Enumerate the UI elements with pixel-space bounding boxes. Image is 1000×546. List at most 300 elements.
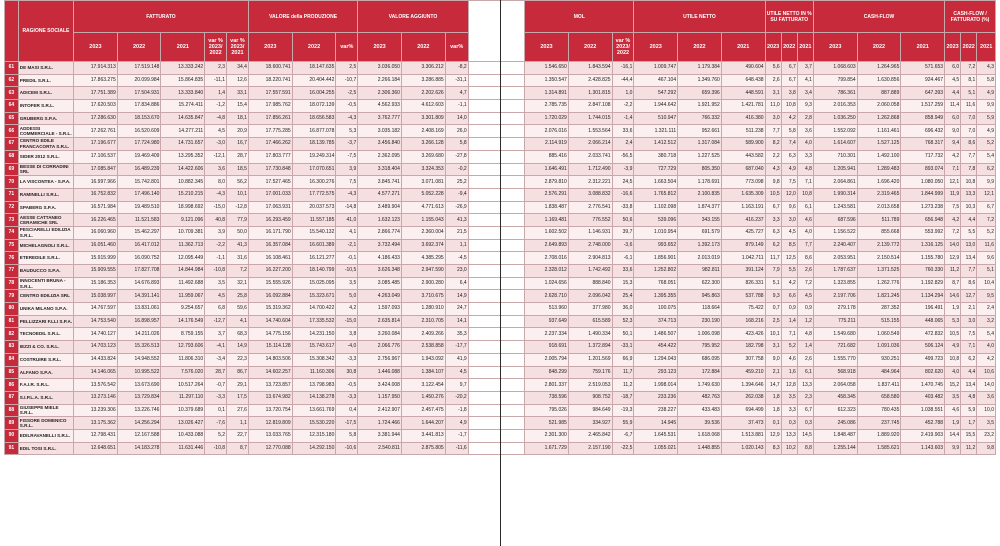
value-cell: 1.644.207 bbox=[401, 417, 445, 430]
value-cell: 7,7 bbox=[961, 150, 977, 163]
value-cell: 888.840 bbox=[568, 277, 612, 290]
value-cell: 2.060.058 bbox=[857, 100, 901, 113]
header-cash-flow: CASH-FLOW bbox=[813, 1, 944, 33]
company-name-cell: CENTRO EDILIZIA SRL bbox=[18, 290, 73, 303]
value-cell: 5,8 bbox=[445, 138, 468, 151]
value-cell: 1.042.711 bbox=[721, 252, 765, 265]
value-cell: 1.143.603 bbox=[901, 442, 945, 455]
value-cell: 14,5 bbox=[797, 429, 813, 442]
value-cell: 25,4 bbox=[612, 290, 634, 303]
value-cell: 2,2 bbox=[765, 150, 781, 163]
value-cell: 1.749.630 bbox=[678, 379, 722, 392]
value-cell: 612.323 bbox=[813, 404, 857, 417]
value-cell: 343.155 bbox=[678, 214, 722, 227]
company-name-cell: CENTRO EDILE FRANCACORTA S.R.L. bbox=[18, 138, 73, 151]
value-cell: 937.649 bbox=[525, 315, 569, 328]
value-cell: 3.456.840 bbox=[358, 138, 402, 151]
value-cell: -26,9 bbox=[445, 201, 468, 214]
value-cell: 13,0 bbox=[961, 239, 977, 252]
value-cell: 1.645.531 bbox=[634, 429, 678, 442]
value-cell: 615.589 bbox=[568, 315, 612, 328]
value-cell: 6,8 bbox=[205, 303, 227, 316]
value-cell: 4,5 bbox=[205, 290, 227, 303]
page-gutter bbox=[468, 366, 524, 379]
value-cell: 984.649 bbox=[568, 404, 612, 417]
value-cell: -1,4 bbox=[612, 112, 634, 125]
value-cell: 1.252.802 bbox=[634, 265, 678, 278]
value-cell: 3.732.494 bbox=[358, 239, 402, 252]
value-cell: 403.482 bbox=[901, 391, 945, 404]
value-cell: 443.582 bbox=[721, 150, 765, 163]
value-cell: 1.009.747 bbox=[634, 62, 678, 75]
value-cell: 8.759.155 bbox=[161, 328, 205, 341]
value-cell: 14.183.278 bbox=[117, 442, 161, 455]
value-cell: 3,6 bbox=[977, 391, 996, 404]
value-cell: 2,1 bbox=[765, 366, 781, 379]
value-cell: 3,9 bbox=[336, 163, 358, 176]
rank-cell: 77 bbox=[5, 265, 19, 278]
value-cell: 448.065 bbox=[901, 315, 945, 328]
rank-cell: 76 bbox=[5, 252, 19, 265]
value-cell: -10,8 bbox=[205, 442, 227, 455]
value-cell: 1,4 bbox=[797, 341, 813, 354]
value-cell: 16.004.255 bbox=[292, 87, 336, 100]
value-cell: 982.811 bbox=[678, 265, 722, 278]
company-name-cell: SIDER 2012 S.R.L. bbox=[18, 150, 73, 163]
value-cell: 686.095 bbox=[678, 353, 722, 366]
value-cell: 2.519.053 bbox=[568, 379, 612, 392]
value-cell: -12,7 bbox=[205, 315, 227, 328]
value-cell: 11,2 bbox=[961, 442, 977, 455]
value-cell: 659.396 bbox=[678, 87, 722, 100]
value-cell: 196.491 bbox=[901, 303, 945, 316]
value-cell: 4.385.295 bbox=[401, 252, 445, 265]
value-cell: 2.096.042 bbox=[568, 290, 612, 303]
sub-header: 2022 bbox=[961, 33, 977, 62]
value-cell: 10,2 bbox=[781, 442, 797, 455]
page-gutter bbox=[468, 353, 524, 366]
value-cell: -2,1 bbox=[336, 239, 358, 252]
value-cell: 3,5 bbox=[336, 277, 358, 290]
value-cell: 1.169.481 bbox=[525, 214, 569, 227]
value-cell: 760.330 bbox=[901, 265, 945, 278]
value-cell: 14,7 bbox=[765, 379, 781, 392]
value-cell: 20.099.984 bbox=[117, 74, 161, 87]
value-cell: 15,2 bbox=[945, 379, 961, 392]
value-cell: 1,0 bbox=[612, 87, 634, 100]
value-cell: 168.216 bbox=[721, 315, 765, 328]
value-cell: 924.467 bbox=[901, 74, 945, 87]
value-cell: 16.300.276 bbox=[292, 176, 336, 189]
value-cell: 11.631.446 bbox=[161, 442, 205, 455]
page-gutter bbox=[468, 112, 524, 125]
value-cell: 1.060.549 bbox=[857, 328, 901, 341]
value-cell: 2.866.774 bbox=[358, 226, 402, 239]
value-cell: 16.571.984 bbox=[74, 201, 118, 214]
value-cell: 10,0 bbox=[977, 404, 996, 417]
value-cell: 727.729 bbox=[634, 163, 678, 176]
value-cell: 15.915.999 bbox=[74, 252, 118, 265]
value-cell: 17.196.677 bbox=[74, 138, 118, 151]
header-valore-aggiunto: VALORE AGGIUNTO bbox=[358, 1, 468, 33]
company-name-cell: LA VISCONTEA - S.P.A. bbox=[18, 176, 73, 189]
company-name-cell: FISSORE DOMENICO S.R.L. bbox=[18, 417, 73, 430]
value-cell: 696.432 bbox=[901, 125, 945, 138]
value-cell: 9,7 bbox=[445, 379, 468, 392]
header-mol: MOL bbox=[525, 1, 634, 33]
rank-cell: 84 bbox=[5, 353, 19, 366]
value-cell: 1.724.466 bbox=[358, 417, 402, 430]
value-cell: 9,5 bbox=[977, 290, 996, 303]
value-cell: 1.671.729 bbox=[525, 442, 569, 455]
value-cell: 1.421.781 bbox=[721, 100, 765, 113]
value-cell: 4,2 bbox=[945, 150, 961, 163]
value-cell: 2.457.475 bbox=[401, 404, 445, 417]
value-cell: 6,7 bbox=[797, 404, 813, 417]
value-cell: 1.392.173 bbox=[678, 239, 722, 252]
value-cell: 29,1 bbox=[227, 379, 249, 392]
value-cell: 945.863 bbox=[678, 290, 722, 303]
value-cell: -12,1 bbox=[205, 150, 227, 163]
value-cell: 1.597.093 bbox=[358, 303, 402, 316]
header-utile-netto: UTILE NETTO bbox=[634, 1, 765, 33]
value-cell: 23,2 bbox=[977, 429, 996, 442]
value-cell: 4.612.603 bbox=[401, 100, 445, 113]
value-cell: -0,1 bbox=[336, 252, 358, 265]
value-cell: 2.875.805 bbox=[401, 442, 445, 455]
value-cell: 2,4 bbox=[977, 303, 996, 316]
value-cell: 287.352 bbox=[857, 303, 901, 316]
value-cell: 14.277.211 bbox=[161, 125, 205, 138]
value-cell: 2.801.337 bbox=[525, 379, 569, 392]
value-cell: 2.847.108 bbox=[568, 100, 612, 113]
value-cell: 1.010.954 bbox=[634, 226, 678, 239]
value-cell: 2.748.000 bbox=[568, 239, 612, 252]
value-cell: 3.036.050 bbox=[358, 62, 402, 75]
value-cell: 22,7 bbox=[227, 429, 249, 442]
value-cell: 2,6 bbox=[765, 74, 781, 87]
value-cell: -1,1 bbox=[445, 100, 468, 113]
value-cell: 7,0 bbox=[961, 112, 977, 125]
value-cell: 4.562.933 bbox=[358, 100, 402, 113]
value-cell: 238.227 bbox=[634, 404, 678, 417]
rank-cell: 65 bbox=[5, 112, 19, 125]
company-name-cell: UNIKA MILANO S.P.A. bbox=[18, 303, 73, 316]
value-cell: 374.713 bbox=[634, 315, 678, 328]
sub-header: 2023 bbox=[945, 33, 961, 62]
value-cell: 0,1 bbox=[765, 417, 781, 430]
value-cell: 3,5 bbox=[205, 277, 227, 290]
value-cell: 55,9 bbox=[612, 417, 634, 430]
value-cell: 1.091.036 bbox=[857, 341, 901, 354]
value-cell: 1.614.607 bbox=[813, 138, 857, 151]
value-cell: 75.422 bbox=[721, 303, 765, 316]
value-cell: 10,6 bbox=[977, 366, 996, 379]
value-cell: 17.730.848 bbox=[248, 163, 292, 176]
company-name-cell: BAUDUCCO S.P.A. bbox=[18, 265, 73, 278]
value-cell: 12.798.431 bbox=[74, 429, 118, 442]
value-cell: 8,1 bbox=[961, 74, 977, 87]
value-cell: 41,3 bbox=[227, 239, 249, 252]
rank-cell: 71 bbox=[5, 188, 19, 201]
value-cell: 776.552 bbox=[568, 214, 612, 227]
value-cell: 15.530.220 bbox=[292, 417, 336, 430]
header-fatturato: FATTURATO bbox=[74, 1, 249, 33]
value-cell: 18,1 bbox=[227, 112, 249, 125]
value-cell: 233.236 bbox=[634, 391, 678, 404]
value-cell: 1.848.487 bbox=[813, 429, 857, 442]
value-cell: 3.088.832 bbox=[568, 188, 612, 201]
value-cell: 21,5 bbox=[445, 226, 468, 239]
value-cell: -0,2 bbox=[445, 163, 468, 176]
value-cell: 9.121.096 bbox=[161, 214, 205, 227]
sub-header: 2021 bbox=[901, 33, 945, 62]
page-gutter bbox=[468, 214, 524, 227]
value-cell: 511.789 bbox=[857, 214, 901, 227]
value-cell: 13.798.983 bbox=[292, 379, 336, 392]
rank-cell: 87 bbox=[5, 391, 19, 404]
value-cell: 307.758 bbox=[721, 353, 765, 366]
value-cell: 6,1 bbox=[797, 366, 813, 379]
value-cell: 100.075 bbox=[634, 303, 678, 316]
value-cell: 1.321.111 bbox=[634, 125, 678, 138]
value-cell: 537.788 bbox=[721, 290, 765, 303]
page-gutter bbox=[468, 265, 524, 278]
value-cell: 2.576.291 bbox=[525, 188, 569, 201]
company-name-cell: PREDIL S.R.L. bbox=[18, 74, 73, 87]
value-cell: 7,0 bbox=[961, 125, 977, 138]
value-cell: 3,3 bbox=[781, 404, 797, 417]
value-cell: 14,4 bbox=[945, 429, 961, 442]
value-cell: 553.992 bbox=[901, 226, 945, 239]
value-cell: 4,2 bbox=[781, 277, 797, 290]
value-cell: 1,8 bbox=[765, 391, 781, 404]
value-cell: 18.220.741 bbox=[248, 74, 292, 87]
sub-header: var % 2023/ 2022 bbox=[612, 33, 634, 62]
value-cell: 1.486.507 bbox=[634, 328, 678, 341]
value-cell: 1.720.029 bbox=[525, 112, 569, 125]
value-cell: 1.527.125 bbox=[857, 138, 901, 151]
value-cell: 17.620.503 bbox=[74, 100, 118, 113]
company-name-cell: S.I.P.L.A. S.R.L. bbox=[18, 391, 73, 404]
value-cell: 14,1 bbox=[445, 315, 468, 328]
value-cell: -4,3 bbox=[336, 112, 358, 125]
value-cell: -3,3 bbox=[336, 353, 358, 366]
company-name-cell: ADDESSI COMMERCIALE - S.R.L. bbox=[19, 125, 72, 137]
value-cell: 3,0 bbox=[765, 112, 781, 125]
value-cell: 15.323.671 bbox=[292, 290, 336, 303]
value-cell: 4,1 bbox=[797, 74, 813, 87]
value-cell: 3,0 bbox=[781, 214, 797, 227]
value-cell: 1,7 bbox=[961, 417, 977, 430]
value-cell: 11.557.185 bbox=[292, 214, 336, 227]
value-cell: 39,7 bbox=[612, 226, 634, 239]
value-cell: 14.700.422 bbox=[292, 303, 336, 316]
rank-header bbox=[5, 1, 19, 62]
page-gutter bbox=[468, 150, 524, 163]
page-gutter bbox=[468, 239, 524, 252]
value-cell: 1,6 bbox=[781, 366, 797, 379]
value-cell: 2.076.016 bbox=[525, 125, 569, 138]
page-gutter bbox=[468, 188, 524, 201]
value-cell: 4,5 bbox=[445, 366, 468, 379]
value-cell: 4,1 bbox=[227, 315, 249, 328]
value-cell: 35,3 bbox=[445, 328, 468, 341]
value-cell: 12.167.588 bbox=[117, 429, 161, 442]
value-cell: 6,2 bbox=[765, 239, 781, 252]
value-cell: -4,0 bbox=[336, 341, 358, 354]
value-cell: 1.787.637 bbox=[813, 265, 857, 278]
value-cell: 448.591 bbox=[721, 87, 765, 100]
value-cell: 4,8 bbox=[797, 163, 813, 176]
value-cell: -1,2 bbox=[205, 100, 227, 113]
value-cell: 571.653 bbox=[901, 62, 945, 75]
value-cell: 19.489.510 bbox=[117, 201, 161, 214]
value-cell: 10,5 bbox=[945, 328, 961, 341]
value-cell: 7,5 bbox=[945, 201, 961, 214]
value-cell: 16.417.012 bbox=[117, 239, 161, 252]
value-cell: 14.635.847 bbox=[161, 112, 205, 125]
value-cell: 2.197.706 bbox=[813, 290, 857, 303]
value-cell: -10,7 bbox=[336, 74, 358, 87]
value-cell: 6,7 bbox=[765, 201, 781, 214]
value-cell: 7,1 bbox=[797, 176, 813, 189]
rank-cell: 79 bbox=[5, 290, 19, 303]
value-cell: 16.293.459 bbox=[248, 214, 292, 227]
value-cell: 23,0 bbox=[445, 265, 468, 278]
value-cell: 773.098 bbox=[721, 176, 765, 189]
value-cell: 780.435 bbox=[857, 404, 901, 417]
value-cell: 16.601.389 bbox=[292, 239, 336, 252]
sub-header: 2021 bbox=[977, 33, 996, 62]
value-cell: 34,4 bbox=[227, 62, 249, 75]
value-cell: 14.391.141 bbox=[117, 290, 161, 303]
value-cell: 3.286.885 bbox=[401, 74, 445, 87]
value-cell: 17.070.651 bbox=[292, 163, 336, 176]
value-cell: 14.740.127 bbox=[74, 328, 118, 341]
page-gutter bbox=[468, 252, 524, 265]
value-cell: 6,0 bbox=[945, 112, 961, 125]
page-gutter bbox=[468, 277, 524, 290]
value-cell: 18.139.785 bbox=[292, 138, 336, 151]
value-cell: 1,1 bbox=[445, 239, 468, 252]
value-cell: 15.319.362 bbox=[248, 303, 292, 316]
value-cell: 17.085.847 bbox=[74, 163, 118, 176]
value-cell: 50,0 bbox=[227, 226, 249, 239]
value-cell: -4,3 bbox=[336, 188, 358, 201]
value-cell: 16.877.078 bbox=[292, 125, 336, 138]
value-cell: 2.635.814 bbox=[358, 315, 402, 328]
value-cell: 3.071.081 bbox=[401, 176, 445, 189]
value-cell: 8,5 bbox=[781, 239, 797, 252]
value-cell: 10,3 bbox=[961, 201, 977, 214]
value-cell: 7,7 bbox=[797, 239, 813, 252]
value-cell: 1.372.894 bbox=[568, 341, 612, 354]
value-cell: 2.776.541 bbox=[568, 201, 612, 214]
value-cell: 2,1 bbox=[961, 303, 977, 316]
company-name-cell: DE MASI S.R.L. bbox=[18, 62, 73, 75]
value-cell: 7,8 bbox=[961, 163, 977, 176]
value-cell: 2.649.893 bbox=[525, 239, 569, 252]
company-name-cell: MICHELAGNOLI S.R.L. bbox=[18, 239, 73, 252]
value-cell: 20.037.573 bbox=[292, 201, 336, 214]
value-cell: 8,6 bbox=[961, 277, 977, 290]
value-cell: 1,4 bbox=[205, 87, 227, 100]
value-cell: 3.692.374 bbox=[401, 239, 445, 252]
value-cell: 16.060.960 bbox=[74, 226, 118, 239]
value-cell: 7,1 bbox=[961, 341, 977, 354]
value-cell: 11.806.310 bbox=[161, 353, 205, 366]
page-gutter bbox=[468, 429, 524, 442]
company-name-cell: PESCIARELLI EDILIZIA S.R.L. bbox=[18, 226, 73, 239]
value-cell: 16.226.465 bbox=[74, 214, 118, 227]
value-cell: 7,1 bbox=[781, 328, 797, 341]
value-cell: 5,0 bbox=[336, 290, 358, 303]
value-cell: 12,9 bbox=[765, 429, 781, 442]
value-cell: 27,6 bbox=[227, 404, 249, 417]
value-cell: 9,6 bbox=[781, 201, 797, 214]
value-cell: 3.122.454 bbox=[401, 379, 445, 392]
value-cell: 1.146.931 bbox=[568, 226, 612, 239]
value-cell: 1.205.941 bbox=[813, 163, 857, 176]
value-cell: 2,6 bbox=[797, 265, 813, 278]
value-cell: 1.006.098 bbox=[678, 328, 722, 341]
value-cell: 1.843.594 bbox=[568, 62, 612, 75]
value-cell: 2,3 bbox=[205, 62, 227, 75]
value-cell: 1.632.123 bbox=[358, 214, 402, 227]
company-name-cell: RAMINELLI S.R.L. bbox=[18, 188, 73, 201]
value-cell: 31,6 bbox=[227, 252, 249, 265]
value-cell: 11.521.583 bbox=[117, 214, 161, 227]
value-cell: 5,8 bbox=[977, 74, 996, 87]
value-cell: 1.712.490 bbox=[568, 163, 612, 176]
value-cell: 9,9 bbox=[977, 100, 996, 113]
value-cell: 9,8 bbox=[765, 176, 781, 189]
rank-cell: 91 bbox=[5, 442, 19, 455]
rank-cell: 61 bbox=[5, 62, 19, 75]
value-cell: 3,3 bbox=[797, 150, 813, 163]
value-cell: 1.255.144 bbox=[813, 442, 857, 455]
value-cell: 1.201.569 bbox=[568, 353, 612, 366]
value-cell: -10,8 bbox=[205, 265, 227, 278]
value-cell: 759.176 bbox=[568, 366, 612, 379]
value-cell: 16,7 bbox=[227, 138, 249, 151]
value-cell: 416.237 bbox=[721, 214, 765, 227]
value-cell: 4,6 bbox=[797, 214, 813, 227]
value-cell: 10,5 bbox=[765, 188, 781, 201]
value-cell: -16,1 bbox=[612, 62, 634, 75]
value-cell: 2.428.825 bbox=[568, 74, 612, 87]
value-cell: 2.114.919 bbox=[525, 138, 569, 151]
value-cell: 6,3 bbox=[781, 150, 797, 163]
value-cell: 795.026 bbox=[525, 404, 569, 417]
rank-cell: 74 bbox=[5, 226, 19, 239]
value-cell: 17.504.931 bbox=[117, 87, 161, 100]
value-cell: 15.038.997 bbox=[74, 290, 118, 303]
value-cell: 52,3 bbox=[612, 315, 634, 328]
sub-header: 2023 bbox=[813, 33, 857, 62]
value-cell: 4.577.271 bbox=[358, 188, 402, 201]
value-cell: -0,5 bbox=[336, 100, 358, 113]
value-cell: 4,8 bbox=[797, 328, 813, 341]
value-cell: 2.150.514 bbox=[857, 252, 901, 265]
value-cell: 15.555.926 bbox=[248, 277, 292, 290]
value-cell: 77,9 bbox=[227, 214, 249, 227]
value-cell: -56,5 bbox=[612, 150, 634, 163]
value-cell: 511.238 bbox=[721, 125, 765, 138]
page-gutter bbox=[468, 379, 524, 392]
value-cell: 786.361 bbox=[813, 87, 857, 100]
